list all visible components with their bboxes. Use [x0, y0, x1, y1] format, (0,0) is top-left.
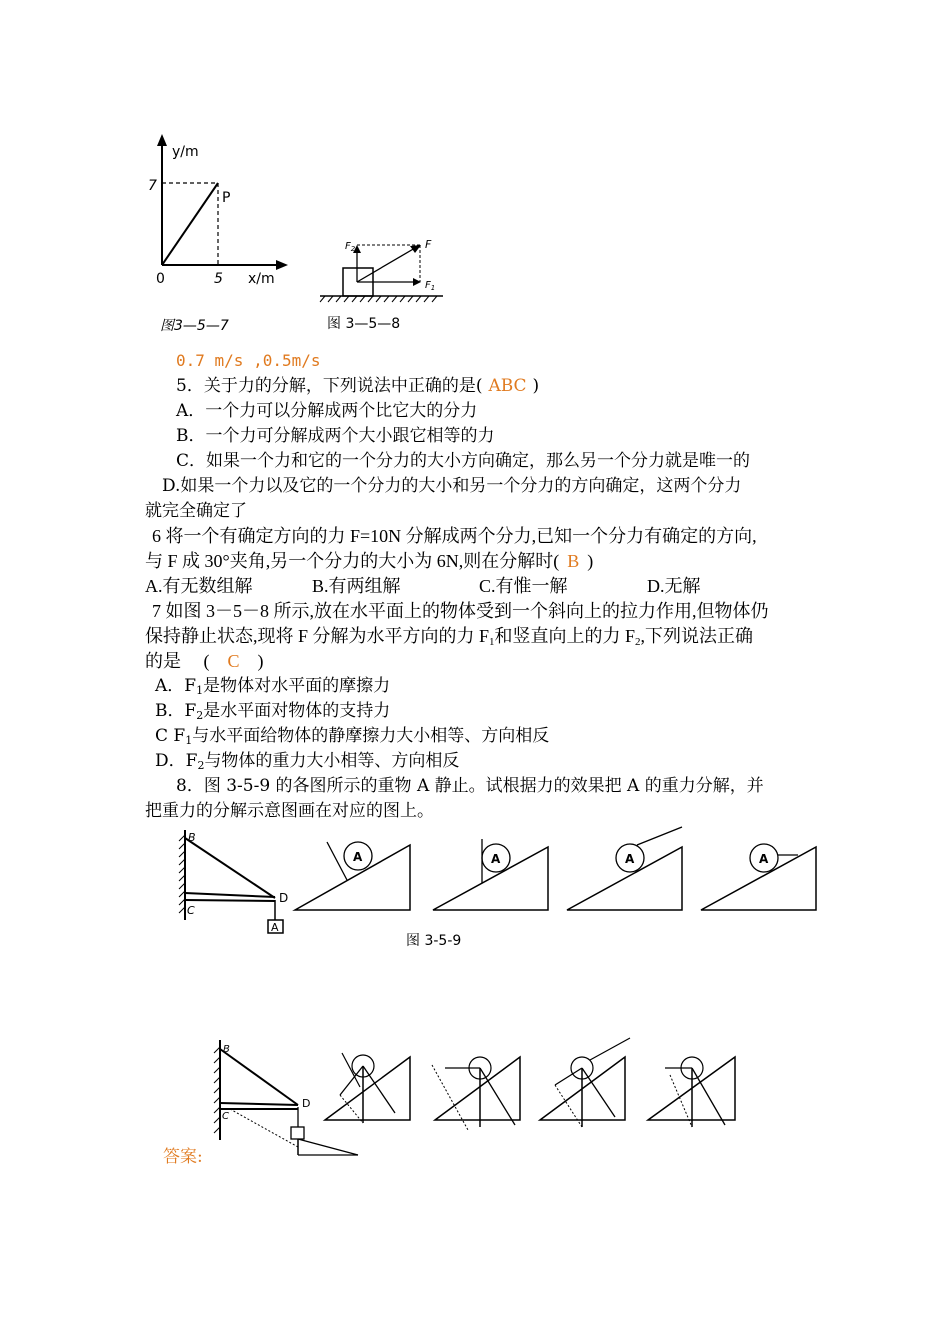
q5-option-d-line1: D.如果一个力以及它的一个分力的大小和另一个分力的方向确定，这两个分力 [162, 476, 742, 496]
x-axis-label: x/m [248, 271, 275, 287]
q7-line1: 7 如图 3－5－8 所示,放在水平面上的物体受到一个斜向上的拉力作用,但物体仍 [152, 601, 769, 621]
q5-option-d-line2: 就完全确定了 [145, 501, 247, 521]
figure-caption: 图3—5—7 [160, 318, 229, 334]
q8-line1: 8．图 3-5-9 的各图所示的重物 A 静止。试根据力的效果把 A 的重力分解，并 [176, 776, 764, 796]
q7-option-c: C $F_1$与水平面给物体的静摩擦力大小相等、方向相反 [155, 726, 550, 747]
ball-label: A [491, 852, 501, 866]
y-axis-label: y/m [172, 144, 199, 160]
y-tick-label: 7 [148, 178, 157, 194]
q6-line2: 与 F 成 30°夹角,另一个分力的大小为 6N,则在分解时( B ) [145, 551, 594, 571]
q7-option-a: A．$F_1$是物体对水平面的摩擦力 [155, 676, 391, 697]
F2-label: $F_2$ [345, 241, 356, 253]
q7-option-d: D．$F_2$与物体的重力大小相等、方向相反 [155, 751, 460, 772]
q7-option-b: B．$F_2$是水平面对物体的支持力 [155, 701, 391, 722]
label-C: C [187, 904, 195, 917]
x-tick-label: 5 [214, 271, 223, 287]
figure-3-5-9 [175, 825, 820, 950]
answer-q4: 0.7 m/s ,0.5m/s [176, 351, 321, 370]
F-label: F [425, 238, 432, 251]
figure-3-5-9-caption: 图 3-5-9 [406, 933, 462, 949]
label-D: D [279, 891, 289, 905]
F1-label: $F_1$ [425, 280, 436, 292]
figure-caption: 图 3—5—8 [327, 316, 401, 332]
answer-label-D: D [302, 1097, 311, 1110]
q6-answer: B [567, 551, 580, 571]
answer-label-B: B [223, 1044, 230, 1055]
q7-line2: 保持静止状态,现将 F 分解为水平方向的力 $F_1$和竖直向上的力 $F_2$,下列说法正确 [145, 626, 754, 648]
q5-option-c: C．如果一个力和它的一个分力的大小方向确定，那么另一个分力就是唯一的 [176, 451, 751, 471]
figure-3-5-7 [140, 130, 300, 340]
q6-option-a: A.有无数组解 [145, 576, 253, 596]
q6-option-d: D.无解 [647, 576, 701, 596]
origin-label: 0 [156, 271, 165, 287]
q7-answer: C [227, 651, 240, 671]
label-A: A [271, 921, 279, 934]
figure-3-5-8 [315, 232, 455, 337]
label-B: B [188, 831, 196, 844]
q8-line2: 把重力的分解示意图画在对应的图上。 [145, 801, 434, 821]
q6-line1: 6 将一个有确定方向的力 F=10N 分解成两个分力,已知一个分力有确定的方向, [152, 526, 757, 546]
q6-option-c: C.有惟一解 [479, 576, 568, 596]
q5-stem: 5．关于力的分解，下列说法中正确的是( ABC ) [176, 376, 540, 396]
q5-option-b: B．一个力可分解成两个大小跟它相等的力 [176, 426, 495, 446]
q5-answer: ABC [488, 376, 527, 396]
ball-label: A [759, 852, 769, 866]
answer-figure [210, 1035, 750, 1165]
ball-label: A [625, 852, 635, 866]
point-label: P [222, 190, 231, 206]
q7-line3: 的是 ( C ) [145, 651, 264, 671]
answer-label-C: C [222, 1111, 229, 1122]
q6-option-b: B.有两组解 [312, 576, 401, 596]
answer-label: 答案: [163, 1147, 203, 1167]
ball-label: A [353, 850, 363, 864]
q5-option-a: A．一个力可以分解成两个比它大的分力 [176, 401, 478, 421]
